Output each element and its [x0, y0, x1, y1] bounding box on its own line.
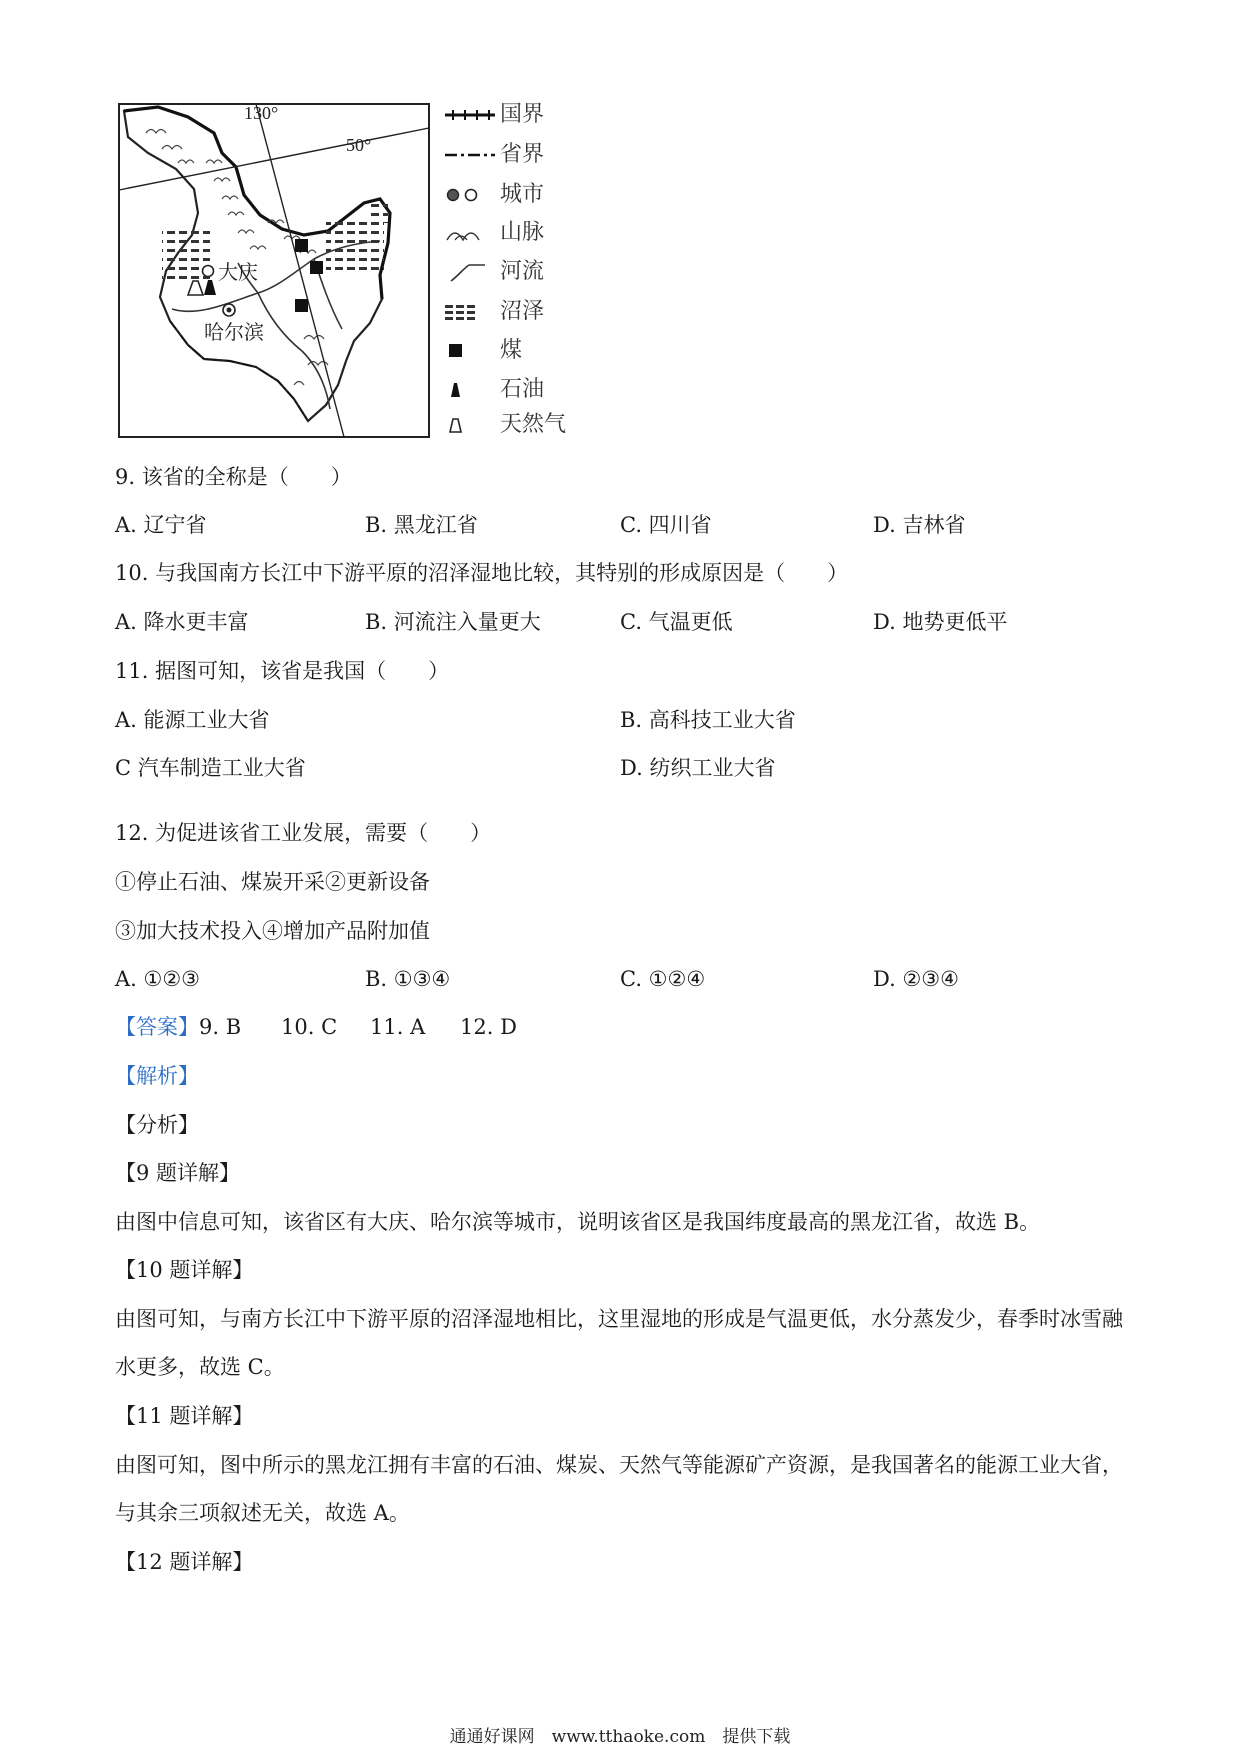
- q10-detail-heading: 【10 题详解】: [115, 1258, 254, 1282]
- q11-option-c: C 汽车制造工业大省: [115, 756, 306, 780]
- q9-option-c: C. 四川省: [620, 513, 712, 537]
- fenxi-heading: 【分析】: [115, 1113, 199, 1137]
- q9-option-b: B. 黑龙江省: [365, 513, 478, 537]
- q9-detail-heading: 【9 题详解】: [115, 1161, 241, 1185]
- province-map: [118, 103, 430, 438]
- latitude-label: 50°: [346, 135, 372, 155]
- q10-option-a: A. 降水更丰富: [115, 610, 249, 634]
- legend-label-coal: 煤: [500, 338, 523, 363]
- legend-label-river: 河流: [500, 259, 545, 284]
- city-legend-symbol: [445, 180, 485, 210]
- coal-symbol: [295, 239, 308, 252]
- oil-legend-symbol: [445, 375, 465, 405]
- coal-symbol: [295, 299, 308, 312]
- answer-tag: 【答案】: [115, 1015, 199, 1039]
- province-map-figure: [118, 103, 430, 438]
- national-border-legend-symbol: [445, 100, 495, 130]
- q11-option-a: A. 能源工业大省: [115, 708, 270, 732]
- legend-label-city: 城市: [500, 182, 545, 207]
- legend-label-oil: 石油: [500, 377, 545, 402]
- coal-symbol: [310, 261, 323, 274]
- q12-detail-heading: 【12 题详解】: [115, 1550, 254, 1574]
- q11-detail-heading: 【11 题详解】: [115, 1404, 254, 1428]
- q10-option-b: B. 河流注入量更大: [365, 610, 541, 634]
- question-10-stem: 10. 与我国南方长江中下游平原的沼泽湿地比较，其特别的形成原因是（ ）: [115, 561, 849, 585]
- legend-label-natural-gas: 天然气: [500, 412, 567, 437]
- harbin-label: 哈尔滨: [204, 320, 264, 344]
- q9-detail-text: 由图中信息可知，该省区有大庆、哈尔滨等城市，说明该省区是我国纬度最高的黑龙江省，故选 B。: [115, 1210, 1041, 1234]
- river-legend-symbol: [445, 257, 489, 287]
- q11-option-d: D. 纺织工业大省: [620, 756, 776, 780]
- gas-legend-symbol: [445, 410, 465, 440]
- question-9-stem: 9. 该省的全称是（ ）: [115, 465, 352, 489]
- legend-label-swamp: 沼泽: [500, 299, 545, 324]
- q12-statements-line-1: ①停止石油、煤炭开采②更新设备: [115, 870, 430, 894]
- answer-10: 10. C: [281, 1015, 338, 1039]
- legend-label-provincial-border: 省界: [500, 142, 545, 167]
- q10-option-c: C. 气温更低: [620, 610, 733, 634]
- jiexi-heading: 【解析】: [115, 1064, 199, 1088]
- q10-option-d: D. 地势更低平: [873, 610, 1008, 634]
- answer-11: 11. A: [370, 1015, 426, 1039]
- legend-label-national-border: 国界: [500, 102, 545, 127]
- longitude-label: 130°: [244, 103, 279, 123]
- page-footer: 通通好课网 www.tthaoke.com 提供下载: [449, 1727, 791, 1747]
- answer-9: 9. B: [199, 1015, 242, 1039]
- q11-option-b: B. 高科技工业大省: [620, 708, 796, 732]
- question-11-stem: 11. 据图可知，该省是我国（ ）: [115, 659, 450, 683]
- q9-option-d: D. 吉林省: [873, 513, 966, 537]
- legend-label-mountain: 山脉: [500, 220, 545, 245]
- q12-statements-line-2: ③加大技术投入④增加产品附加值: [115, 919, 430, 943]
- daqing-label: 大庆: [218, 260, 258, 284]
- q10-detail-text: 由图可知，与南方长江中下游平原的沼泽湿地相比，这里湿地的形成是气温更低，水分蒸发少，春季时冰雪融水更多，故选 C。: [115, 1307, 1123, 1379]
- provincial-border-legend-symbol: [445, 140, 495, 170]
- q12-option-b: B. ①③④: [365, 967, 451, 991]
- answer-12: 12. D: [460, 1015, 517, 1039]
- q12-option-c: C. ①②④: [620, 967, 706, 991]
- q12-option-d: D. ②③④: [873, 967, 959, 991]
- q9-option-a: A. 辽宁省: [115, 513, 207, 537]
- swamp-legend-symbol: [445, 297, 481, 327]
- q12-option-a: A. ①②③: [115, 967, 200, 991]
- mountain-legend-symbol: [445, 218, 489, 248]
- q11-detail-text: 由图可知，图中所示的黑龙江拥有丰富的石油、煤炭、天然气等能源矿产资源，是我国著名的能源工业大省，与其余三项叙述无关，故选 A。: [115, 1453, 1123, 1525]
- coal-legend-symbol: [445, 336, 465, 366]
- question-12-stem: 12. 为促进该省工业发展，需要（ ）: [115, 821, 492, 845]
- daqing-city-symbol: [203, 266, 214, 277]
